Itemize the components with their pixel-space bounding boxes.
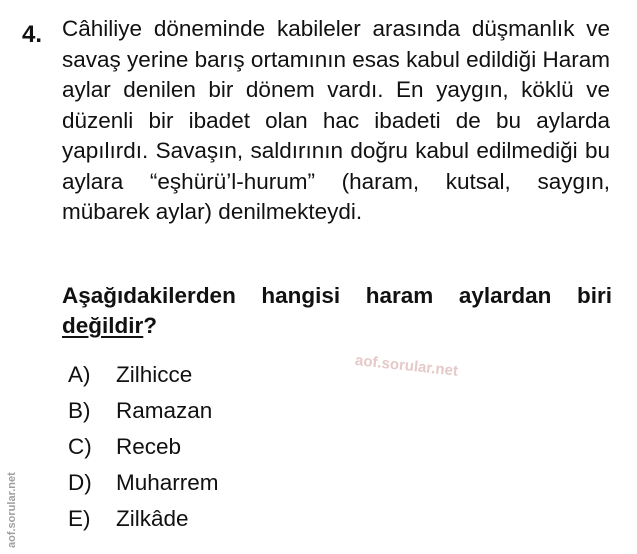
option-letter: D) <box>68 470 92 495</box>
question-passage: Câhiliye döneminde kabileler arasında düşmanlık ve savaş yerine barış ortamının esas kabul edildiği Haram aylar denilen bir dönem vardı. En yaygın, köklü ve düzenli bir ibadet olan hac ibadeti de bu aylarda yapılırdı. Savaşın, saldırının doğru kabul edilmediği bu aylara “eşhürü’l-hurum” (haram, kutsal, saygın, mübarek aylar) denilmekteydi. <box>62 16 610 224</box>
answer-options <box>68 358 219 538</box>
option-text: Zilkâde <box>116 506 189 531</box>
option-letter: A) <box>68 362 91 387</box>
question-number: 4. <box>22 21 43 48</box>
option-text: Receb <box>116 434 182 459</box>
option-text: Ramazan <box>116 398 213 423</box>
option-letter: E) <box>68 506 91 531</box>
question-stem-end: ? <box>143 313 158 338</box>
question-stem <box>62 281 612 341</box>
watermark-side: aof.sorular.net <box>6 472 18 548</box>
question-stem-negative: değildir <box>62 313 144 338</box>
option-text: Muharrem <box>116 470 219 495</box>
option-letter: C) <box>68 434 92 459</box>
answer-option-b[interactable] <box>68 394 219 430</box>
option-text: Zilhicce <box>116 362 193 387</box>
watermark-center: aof.sorular.net <box>354 352 459 380</box>
answer-option-c[interactable] <box>68 430 219 466</box>
question-stem-main: Aşağıdakilerden hangisi haram aylardan biri <box>62 283 612 308</box>
answer-option-a[interactable] <box>68 358 219 394</box>
answer-option-e[interactable] <box>68 502 219 538</box>
option-letter: B) <box>68 398 91 423</box>
answer-option-d[interactable] <box>68 466 219 502</box>
